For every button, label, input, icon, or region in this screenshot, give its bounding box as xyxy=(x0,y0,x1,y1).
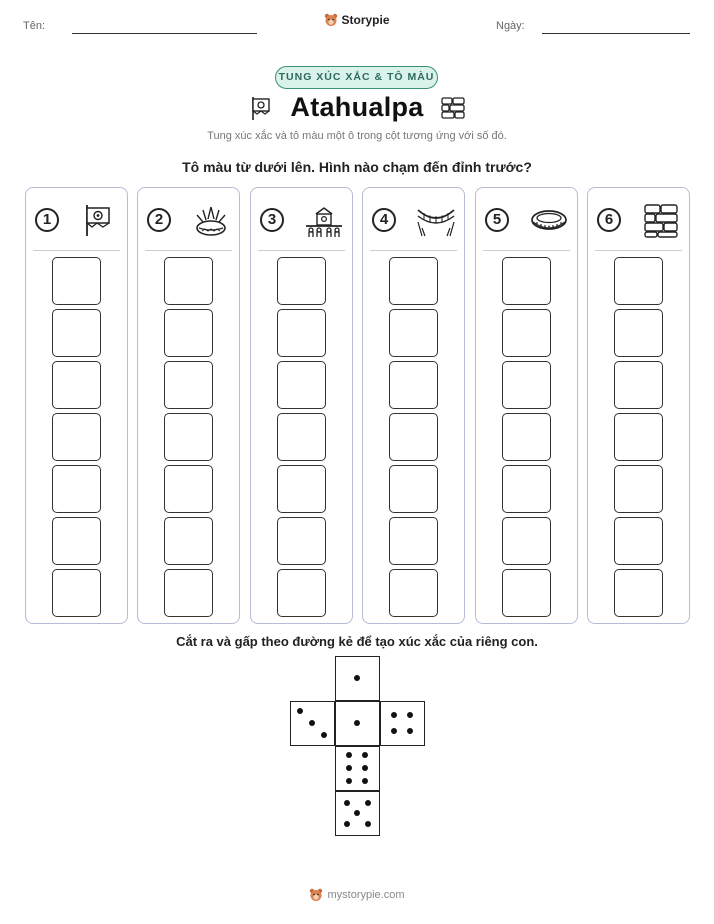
color-cell[interactable] xyxy=(502,257,551,305)
column-number: 3 xyxy=(260,208,284,232)
color-cell[interactable] xyxy=(614,309,663,357)
dice-pip xyxy=(362,765,368,771)
column-divider xyxy=(483,250,570,251)
color-cell[interactable] xyxy=(164,517,213,565)
litter-throne-icon xyxy=(304,202,344,238)
color-cell[interactable] xyxy=(389,569,438,617)
dice-pip xyxy=(365,821,371,827)
footer-url[interactable]: mystorypie.com xyxy=(327,889,405,901)
banner-flag-icon xyxy=(79,202,119,238)
column-4 xyxy=(362,187,465,624)
dice-face-5 xyxy=(335,791,380,836)
column-divider xyxy=(370,250,457,251)
banner-flag-icon xyxy=(248,95,274,121)
dice-face-1 xyxy=(335,656,380,701)
column-divider xyxy=(145,250,232,251)
dice-pip xyxy=(344,821,350,827)
color-cell[interactable] xyxy=(164,569,213,617)
column-header xyxy=(35,202,119,238)
date-label: Ngày: xyxy=(496,20,525,32)
color-cell[interactable] xyxy=(614,413,663,461)
dice-face-3 xyxy=(290,701,335,746)
dice-pip xyxy=(365,800,371,806)
color-cell[interactable] xyxy=(389,465,438,513)
color-cell[interactable] xyxy=(389,517,438,565)
color-cell[interactable] xyxy=(389,361,438,409)
column-header xyxy=(260,202,344,238)
color-cell[interactable] xyxy=(277,465,326,513)
subtitle: Tung xúc xắc và tô màu một ô trong cột tương ứng với số đó. xyxy=(207,130,507,142)
page-title: Atahualpa xyxy=(290,92,424,122)
dice-pip xyxy=(391,712,397,718)
color-cell[interactable] xyxy=(52,569,101,617)
rope-bridge-icon xyxy=(416,202,456,238)
activity-badge: TUNG XÚC XẮC & TÔ MÀU xyxy=(275,66,438,89)
date-line[interactable] xyxy=(542,33,690,34)
color-cell[interactable] xyxy=(52,465,101,513)
dice-pip xyxy=(354,720,360,726)
column-6 xyxy=(587,187,690,624)
name-line[interactable] xyxy=(72,33,257,34)
dice-pip xyxy=(354,810,360,816)
dice-pip xyxy=(362,778,368,784)
color-cell[interactable] xyxy=(52,257,101,305)
dice-face-6 xyxy=(335,746,380,791)
column-number: 1 xyxy=(35,208,59,232)
color-cell[interactable] xyxy=(277,257,326,305)
column-5 xyxy=(475,187,578,624)
brand-name: Storypie xyxy=(341,13,390,27)
color-cell[interactable] xyxy=(277,517,326,565)
color-cell[interactable] xyxy=(614,361,663,409)
color-cell[interactable] xyxy=(52,309,101,357)
color-cell[interactable] xyxy=(389,413,438,461)
column-number: 5 xyxy=(485,208,509,232)
color-cell[interactable] xyxy=(502,361,551,409)
column-divider xyxy=(258,250,345,251)
column-header xyxy=(597,202,681,238)
footer xyxy=(0,888,714,905)
stone-wall-icon xyxy=(641,202,681,238)
bear-logo-icon xyxy=(324,13,338,27)
color-cell[interactable] xyxy=(614,569,663,617)
color-cell[interactable] xyxy=(52,413,101,461)
dice-pip xyxy=(346,765,352,771)
column-number: 6 xyxy=(597,208,621,232)
dice-pip xyxy=(297,708,303,714)
color-cell[interactable] xyxy=(277,413,326,461)
column-1 xyxy=(25,187,128,624)
dice-pip xyxy=(362,752,368,758)
color-cell[interactable] xyxy=(502,309,551,357)
stone-wall-icon xyxy=(440,95,466,121)
dice-pip xyxy=(309,720,315,726)
coloring-instruction: Tô màu từ dưới lên. Hình nào chạm đến đỉnh trước? xyxy=(182,159,532,175)
title-row xyxy=(0,92,714,123)
column-number: 2 xyxy=(147,208,171,232)
color-cell[interactable] xyxy=(502,465,551,513)
column-header xyxy=(147,202,231,238)
color-cell[interactable] xyxy=(502,413,551,461)
feather-crown-icon xyxy=(191,202,231,238)
column-divider xyxy=(33,250,120,251)
color-cell[interactable] xyxy=(614,517,663,565)
dice-pip xyxy=(346,778,352,784)
dice-pip xyxy=(391,728,397,734)
color-cell[interactable] xyxy=(52,517,101,565)
color-cell[interactable] xyxy=(502,569,551,617)
color-cell[interactable] xyxy=(389,257,438,305)
gold-ring-icon xyxy=(529,202,569,238)
color-cell[interactable] xyxy=(164,257,213,305)
bear-logo-icon xyxy=(309,888,323,902)
column-3 xyxy=(250,187,353,624)
color-cell[interactable] xyxy=(164,465,213,513)
column-number: 4 xyxy=(372,208,396,232)
dice-face-1 xyxy=(335,701,380,746)
color-cell[interactable] xyxy=(277,309,326,357)
color-cell[interactable] xyxy=(614,465,663,513)
cut-instruction: Cắt ra và gấp theo đường kẻ để tạo xúc xắc của riêng con. xyxy=(176,634,538,649)
column-header xyxy=(372,202,456,238)
column-2 xyxy=(137,187,240,624)
color-cell[interactable] xyxy=(164,309,213,357)
column-header xyxy=(485,202,569,238)
column-divider xyxy=(595,250,682,251)
color-cell[interactable] xyxy=(389,309,438,357)
dice-pip xyxy=(407,712,413,718)
dice-face-4 xyxy=(380,701,425,746)
dice-pip xyxy=(407,728,413,734)
color-cell[interactable] xyxy=(52,361,101,409)
brand-header xyxy=(0,13,714,32)
color-cell[interactable] xyxy=(502,517,551,565)
dice-pip xyxy=(321,732,327,738)
color-cell[interactable] xyxy=(164,361,213,409)
dice-pip xyxy=(344,800,350,806)
dice-pip xyxy=(354,675,360,681)
color-cell[interactable] xyxy=(614,257,663,305)
color-cell[interactable] xyxy=(277,361,326,409)
color-cell[interactable] xyxy=(164,413,213,461)
name-label: Tên: xyxy=(23,20,46,32)
dice-pip xyxy=(346,752,352,758)
color-cell[interactable] xyxy=(277,569,326,617)
